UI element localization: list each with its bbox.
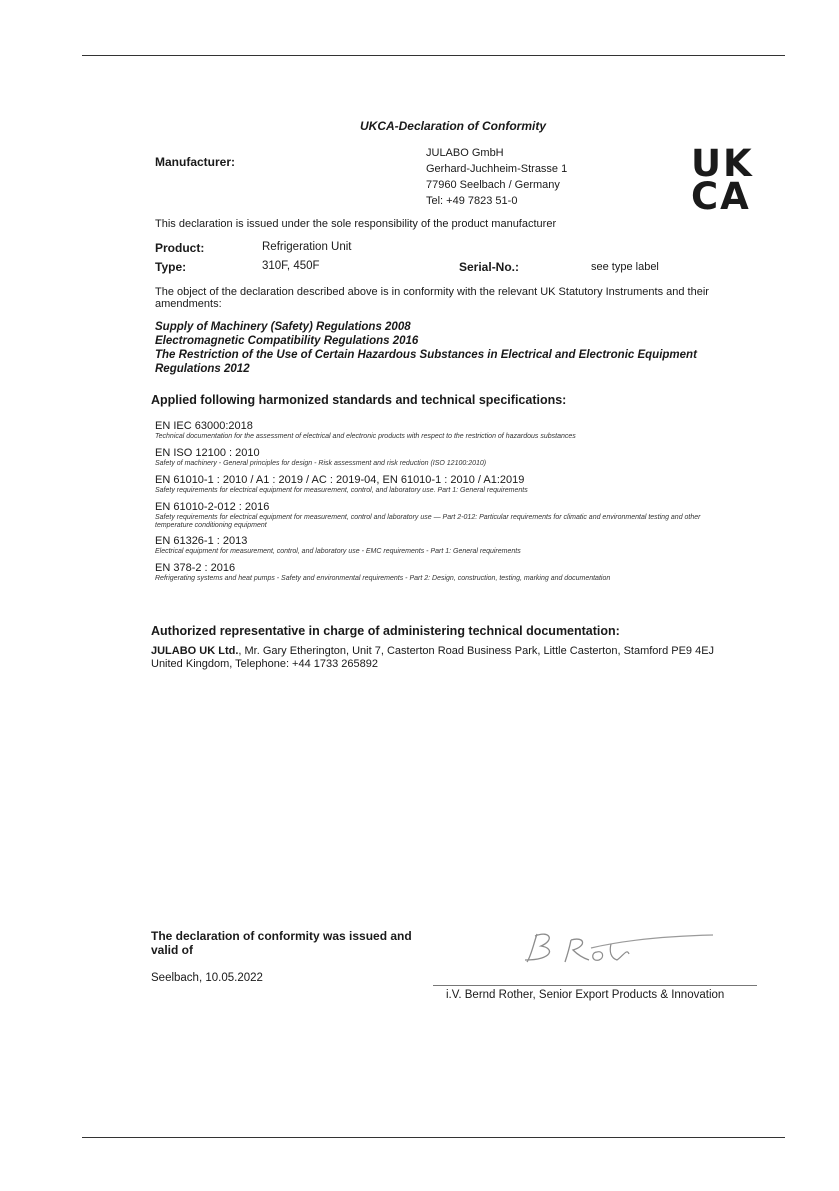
conformity-text-line2: amendments: <box>155 298 222 310</box>
standard-description: Safety requirements for electrical equipment for measurement, control and laboratory use — Part 2-012: Particular requirements for climatic and environmental testing and other <box>155 514 701 521</box>
signature-line <box>433 985 757 986</box>
signature-b-stroke <box>525 934 549 962</box>
standard-code: EN 61010-2-012 : 2016 <box>155 501 270 513</box>
authorized-line2: United Kingdom, Telephone: +44 1733 265892 <box>151 658 379 670</box>
authorized-company: JULABO UK Ltd. <box>151 645 239 657</box>
standard-description: Safety requirements for electrical equipment for measurement, control, and laboratory use. Part 1: General requirements <box>155 487 528 494</box>
responsibility-statement: This declaration is issued under the sole responsibility of the product manufacturer <box>155 218 557 230</box>
manufacturer-street: Gerhard-Juchheim-Strasse 1 <box>426 163 568 175</box>
regulation-rohs: The Restriction of the Use of Certain Hazardous Substances in Electrical and Electronic Equipment <box>155 349 697 361</box>
manufacturer-label: Manufacturer: <box>155 155 236 169</box>
type-label: Type: <box>155 260 187 274</box>
signature-r-stroke <box>565 939 589 962</box>
signature-underline-stroke <box>591 935 713 948</box>
conformity-text-line1: The object of the declaration described above is in conformity with the relevant UK Statutory Instruments and their <box>155 286 709 298</box>
signature <box>505 918 720 973</box>
standards-heading: Applied following harmonized standards and technical specifications: <box>151 393 567 407</box>
standard-code: EN 61326-1 : 2013 <box>155 535 248 547</box>
standard-code: EN 378-2 : 2016 <box>155 562 236 574</box>
standard-description: Safety of machinery - General principles for design - Risk assessment and risk reduction (ISO 12100:2010) <box>155 460 487 467</box>
document-title: UKCA-Declaration of Conformity <box>359 119 546 133</box>
serial-value: see type label <box>591 261 659 273</box>
serial-label: Serial-No.: <box>459 260 520 274</box>
type-value: 310F, 450F <box>262 260 320 272</box>
issued-statement-line2: valid of <box>151 943 194 957</box>
issued-statement-line1: The declaration of conformity was issued and <box>151 929 412 943</box>
product-label: Product: <box>155 241 205 255</box>
standard-description: Electrical equipment for measurement, control, and laboratory use - EMC requirements - Part 1: General requirements <box>155 548 521 555</box>
signature-tail-stroke <box>610 944 629 960</box>
regulation-rohs-cont: Regulations 2012 <box>155 363 250 375</box>
place-date: Seelbach, 10.05.2022 <box>151 972 263 984</box>
authorized-heading: Authorized representative in charge of administering technical documentation: <box>151 624 620 638</box>
manufacturer-phone: Tel: +49 7823 51-0 <box>426 195 518 207</box>
footer-rule <box>82 1137 785 1138</box>
product-value: Refrigeration Unit <box>262 241 352 253</box>
standard-description: Technical documentation for the assessment of electrical and electronic products with respect to the restriction of hazardous substances <box>155 433 576 440</box>
standard-code: EN ISO 12100 : 2010 <box>155 447 260 459</box>
ukca-mark-logo <box>691 142 755 218</box>
standard-description: temperature conditioning equipment <box>155 522 267 529</box>
standard-description: Refrigerating systems and heat pumps - Safety and environmental requirements - Part 2: Design, construction, testing, marking and documentation <box>155 575 611 582</box>
regulation-emc: Electromagnetic Compatibility Regulations 2016 <box>155 335 419 347</box>
signatory-name: i.V. Bernd Rother, Senior Export Products & Innovation <box>446 989 725 1001</box>
header-rule <box>82 55 785 56</box>
manufacturer-name: JULABO GmbH <box>426 147 504 159</box>
standard-code: EN IEC 63000:2018 <box>155 420 253 432</box>
authorized-line1 <box>151 645 714 657</box>
ukca-logo-line2: CA <box>691 175 751 218</box>
authorized-details: , Mr. Gary Etherington, Unit 7, Casterton Road Business Park, Little Casterton, Stamford PE9 4EJ <box>238 645 715 657</box>
signature-o-stroke <box>593 952 603 961</box>
standard-code: EN 61010-1 : 2010 / A1 : 2019 / AC : 2019-04, EN 61010-1 : 2010 / A1:2019 <box>155 474 525 486</box>
manufacturer-city: 77960 Seelbach / Germany <box>426 179 560 191</box>
ukca-logo-line1: UK <box>691 142 754 185</box>
regulation-machinery: Supply of Machinery (Safety) Regulations 2008 <box>155 321 411 333</box>
